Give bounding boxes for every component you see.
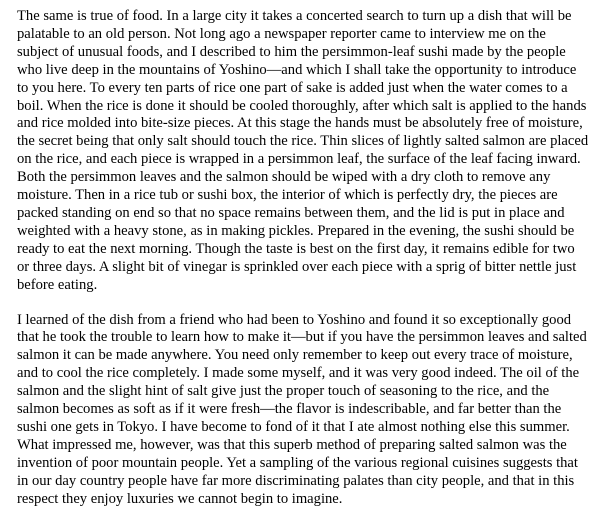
paragraph-yoshino-friend <box>17 312 602 508</box>
text-line: to you here. To every ten parts of rice one part of sake is added just when the water comes to a <box>17 80 602 98</box>
text-line: respect they enjoy luxuries we cannot begin to imagine. <box>17 491 602 508</box>
text-line: I learned of the dish from a friend who had been to Yoshino and found it so exceptionally good <box>17 312 602 330</box>
text-line: or three days. A slight bit of vinegar is sprinkled over each piece with a sprig of bitter nettle just <box>17 259 602 277</box>
text-line: and rice molded into bite-size pieces. At this stage the hands must be absolutely free of moisture, <box>17 115 602 133</box>
text-line: sushi one gets in Tokyo. I have become to fond of it that I ate almost nothing else this summer. <box>17 419 602 437</box>
text-line: The same is true of food. In a large city it takes a concerted search to turn up a dish that will be <box>17 8 602 26</box>
text-line: ready to eat the next morning. Though the taste is best on the first day, it remains edible for two <box>17 241 602 259</box>
text-line: salmon becomes as soft as if it were fresh—the flavor is indescribable, and far better than the <box>17 401 602 419</box>
text-line: invention of poor mountain people. Yet a sampling of the various regional cuisines suggests that <box>17 455 602 473</box>
text-line: salmon and the slight hint of salt give just the proper touch of seasoning to the rice, and the <box>17 383 602 401</box>
paragraph-sushi-recipe <box>17 8 602 295</box>
text-line: on the rice, and each piece is wrapped in a persimmon leaf, the surface of the leaf facing inward. <box>17 151 602 169</box>
text-line: salmon it can be made anywhere. You need only remember to keep out every trace of moisture, <box>17 347 602 365</box>
text-line: and to cool the rice completely. I made some myself, and it was very good indeed. The oil of the <box>17 365 602 383</box>
text-line: in our day country people have far more discriminating palates than city people, and that in this <box>17 473 602 491</box>
text-line: boil. When the rice is done it should be cooled thoroughly, after which salt is applied to the hands <box>17 98 602 116</box>
text-line: What impressed me, however, was that this superb method of preparing salted salmon was the <box>17 437 602 455</box>
text-line: who live deep in the mountains of Yoshino—and which I shall take the opportunity to introduce <box>17 62 602 80</box>
text-line: Both the persimmon leaves and the salmon should be wiped with a dry cloth to remove any <box>17 169 602 187</box>
text-line: before eating. <box>17 277 602 295</box>
text-line: the secret being that only salt should touch the rice. Thin slices of lightly salted salmon are placed <box>17 133 602 151</box>
text-line: moisture. Then in a rice tub or sushi box, the interior of which is perfectly dry, the pieces are <box>17 187 602 205</box>
text-line: palatable to an old person. Not long ago a newspaper reporter came to interview me on the <box>17 26 602 44</box>
text-line: weighted with a heavy stone, as in making pickles. Prepared in the evening, the sushi should be <box>17 223 602 241</box>
text-line: packed standing on end so that no space remains between them, and the lid is put in place and <box>17 205 602 223</box>
text-line: subject of unusual foods, and I described to him the persimmon-leaf sushi made by the people <box>17 44 602 62</box>
text-line: that he took the trouble to learn how to make it—but if you have the persimmon leaves and salted <box>17 329 602 347</box>
